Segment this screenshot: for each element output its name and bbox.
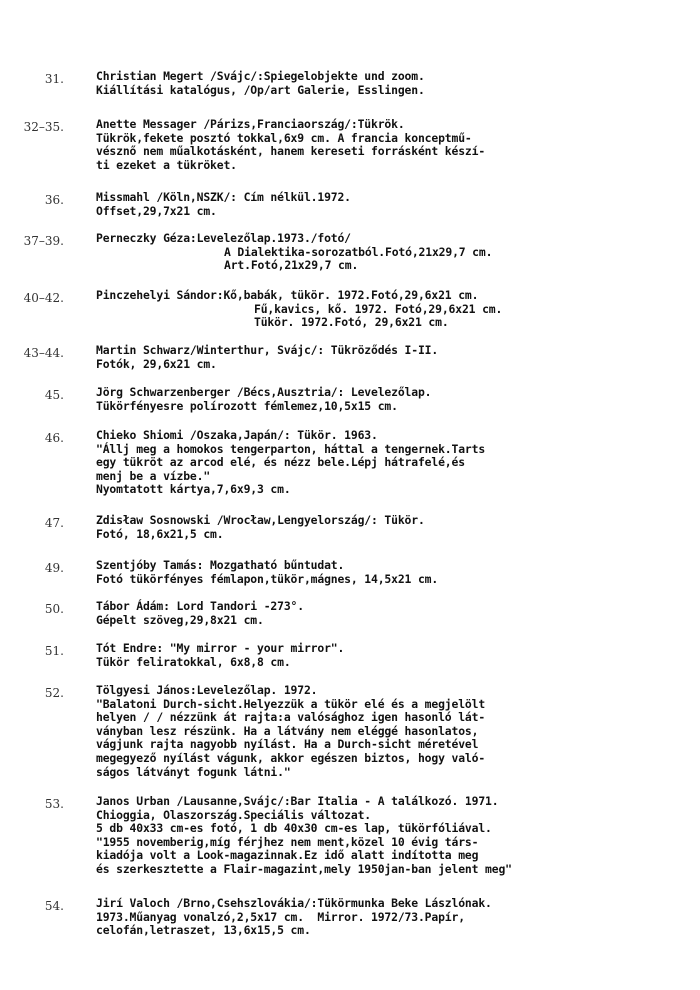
entry-line: Tót Endre: "My mirror - your mirror". [96,641,345,655]
entry-line: 5 db 40x33 cm-es fotó, 1 db 40x30 cm-es lap, tükörfóliával. [96,821,492,836]
entry-number: 52. [44,686,64,700]
entry-text [96,642,686,669]
entry-line: Nyomtatott kártya,7,6x9,3 cm. [96,482,291,497]
entry-line: Martin Schwarz/Winterthur, Svájc/: Tükröződés I-II. [96,343,439,357]
entry-line: Fotó tükörfényes fémlapon,tükör,mágnes, 14,5x21 cm. [96,571,439,586]
entry-line: vésznő nem műalkotásként, hanem kereseti forrásként készí- [96,144,486,159]
entry-text [96,344,686,371]
entry-line: ságos látványt fogunk látni." [96,764,291,779]
entry-number: 46. [44,431,64,445]
entry-line: Christian Megert /Svájc/:Spiegelobjekte und zoom. [96,69,425,83]
entry-line: helyen / / nézzünk át rajta:a valósághoz igen hasonló lát- [96,710,486,725]
entry-line: vágjunk rajta nagyobb nyílást. Ha a Durch-sicht méretével [96,737,479,752]
entry-number: 53. [44,797,64,811]
entry-line: megegyező nyílást vágunk, akkor egészen biztos, hogy való- [96,750,486,765]
entry-line: egy tükröt az arcod elé, és nézz bele.Lépj hátrafelé,és [96,455,465,470]
entry-line: Kiállítási katalógus, /Op/art Galerie, Esslingen. [96,82,425,97]
entry-line: Jörg Schwarzenberger /Bécs,Ausztria/: Levelezőlap. [96,385,432,399]
entry-line: Fotó, 18,6x21,5 cm. [96,526,224,541]
entry-line: Tükör feliratokkal, 6x8,8 cm. [96,654,291,669]
entry-line: Jirí Valoch /Brno,Csehszlovákia/:Tükörmunka Beke Lászlónak. [96,896,492,910]
entry-line: Tükörfényesre polírozott fémlemez,10,5x15 cm. [96,398,398,413]
entry-line: Offset,29,7x21 cm. [96,203,217,218]
entry-number: 45. [44,388,64,402]
entry-line: "1955 novemberig,míg férjhez nem ment,közel 10 évig társ- [96,834,479,849]
entry-line: Tükör. 1972.Fotó, 29,6x21 cm. [254,315,449,330]
entry-line: Tábor Ádám: Lord Tandori -273°. [96,599,304,613]
entry-text [96,514,686,541]
entry-line: Tükrök,fekete posztó tokkal,6x9 cm. A francia konceptmű- [96,130,472,145]
entry-text [96,289,686,330]
entry-line: Szentjóby Tamás: Mozgatható bűntudat. [96,558,345,572]
entry-line: ti ezeket a tükröket. [96,157,237,172]
entry-line: Fotók, 29,6x21 cm. [96,356,217,371]
entry-number: 49. [44,561,64,575]
entry-text [96,386,686,413]
entry-text [96,559,686,586]
entry-line: A Dialektika-sorozatból.Fotó,21x29,7 cm. [224,244,493,259]
entry-text [96,70,686,97]
entry-line: "Balatoni Durch-sicht.Helyezzük a tükör elé és a megjelölt [96,696,486,711]
entry-text [96,897,686,938]
entry-line: Janos Urban /Lausanne,Svájc/:Bar Italia - A találkozó. 1971. [96,794,499,808]
entry-text [96,232,686,273]
entry-line: ványban lesz részünk. Ha a látvány nem eléggé hasonlatos, [96,723,479,738]
entry-line: Gépelt szöveg,29,8x21 cm. [96,612,264,627]
entry-line: Chieko Shiomi /Oszaka,Japán/: Tükör. 1963. [96,428,378,442]
entry-line: Chioggia, Olaszország.Speciális változat. [96,807,372,822]
entry-line: Art.Fotó,21x29,7 cm. [224,258,359,273]
entry-number: 54. [44,899,64,913]
entry-line: Fű,kavics, kő. 1972. Fotó,29,6x21 cm. [254,301,503,316]
entry-number: 50. [44,602,64,616]
entry-text [96,600,686,627]
entry-text [96,429,686,497]
entry-number: 31. [44,72,64,86]
entry-number: 47. [44,516,64,530]
entry-line: Missmahl /Köln,NSZK/: Cím nélkül.1972. [96,190,351,204]
entry-text [96,191,686,218]
entry-number: 40–42. [23,291,64,305]
entry-line: Pinczehelyi Sándor:Kő,babák, tükör. 1972.Fotó,29,6x21 cm. [96,288,479,302]
entry-line: 1973.Műanyag vonalzó,2,5x17 cm. Mirror. 1972/73.Papír, [96,909,465,924]
entry-line: és szerkesztette a Flair-magazint,mely 1950jan-ban jelent meg" [96,861,512,876]
entry-number: 32–35. [23,120,64,134]
entry-line: Perneczky Géza:Levelezőlap.1973./fotó/ [96,231,351,245]
entry-text [96,684,686,779]
entry-line: menj be a vízbe." [96,468,211,483]
entry-number: 43–44. [23,346,64,360]
entry-text [96,118,686,172]
entry-number: 51. [44,644,64,658]
entry-number: 36. [44,193,64,207]
entry-line: "Állj meg a homokos tengerparton, háttal a tengernek.Tarts [96,441,486,456]
entry-line: Anette Messager /Párizs,Franciaország/:Tükrök. [96,117,405,131]
entry-line: celofán,letraszet, 13,6x15,5 cm. [96,923,311,938]
entry-line: Tölgyesi János:Levelezőlap. 1972. [96,683,318,697]
entry-text [96,795,686,877]
entry-line: Zdisław Sosnowski /Wrocław,Lengyelország/: Tükör. [96,513,425,527]
entry-line: kiadója volt a Look-magazinnak.Ez idő alatt indította meg [96,848,479,863]
entry-number: 37–39. [23,234,64,248]
